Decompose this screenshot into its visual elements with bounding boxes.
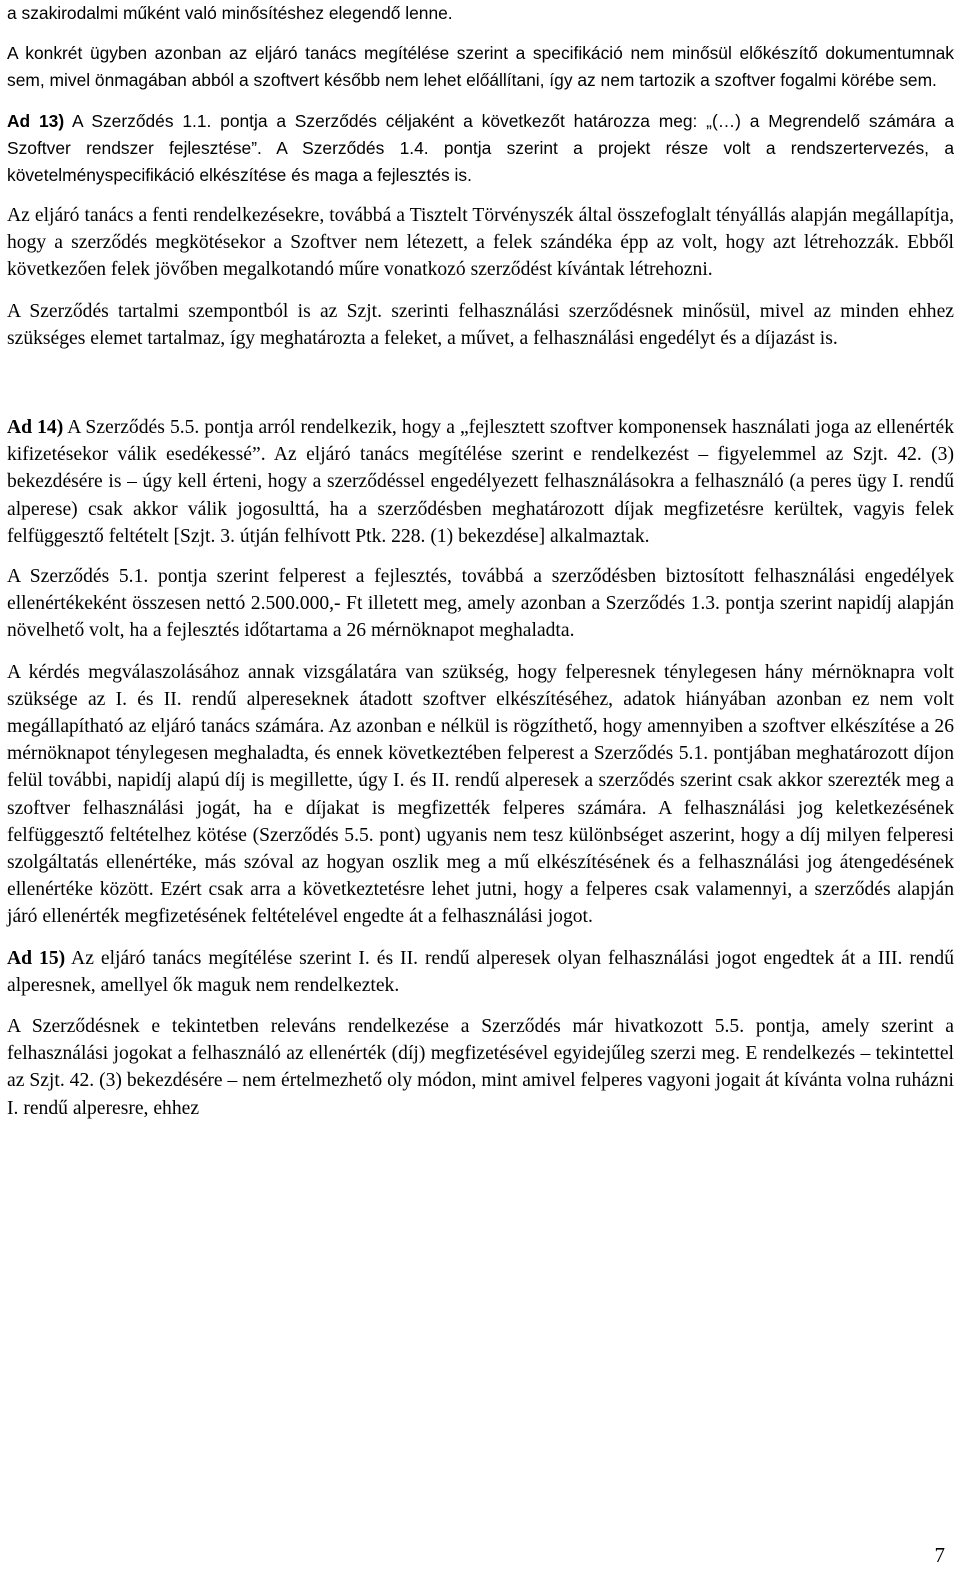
paragraph-ad-14 xyxy=(7,414,954,550)
paragraph-specification: A konkrét ügyben azonban az eljáró tanács megítélése szerint a specifikáció nem minősül előkészítő dokumentumnak sem, mivel önmagában abból a szoftvert később nem lehet előállítani, így az nem tartozik a szoftver fogalmi körébe sem. xyxy=(7,43,954,90)
paragraph-ad-14-body: A Szerződés 5.5. pontja arról rendelkezik, hogy a „fejlesztett szoftver komponensek használati joga az ellenérték kifizetésekor válik esedékessé”. Az eljáró tanács megítélése szerint e rendelkezést – figyelemmel az Szjt. 42. (3) bekezdésére is – úgy kell érteni, hogy a szerződéssel engedélyezett felhasználásokra a felhasználó (a peres ügy I. rendű alperese) csak akkor válik jogosulttá, ha a szerződésben meghatározott díjak megfizetésre kerültek, vagyis felek felfüggesztő feltételt [Szjt. 3. útján felhívott Ptk. 228. (1) bekezdése] alkalmaztak. xyxy=(7,417,954,547)
paragraph-relevant-provision: A Szerződésnek e tekintetben releváns rendelkezése a Szerződés már hivatkozott 5.5. pontja, amely szerint a felhasználási jogokat a felhasználó az ellenérték (díj) megfizetésével egyidejűleg szerzi meg. E rendelkezés – tekintettel az Szjt. 42. (3) bekezdésére – nem értelmezhető oly módon, mint amivel felperes vagyoni jogait át kívánta volna ruházni I. rendű alperesre, ehhez xyxy=(7,1016,954,1119)
section-heading-ad-13: Ad 13) xyxy=(7,111,65,131)
paragraph-ad-15-body: Az eljáró tanács megítélése szerint I. és II. rendű alperesek olyan felhasználási jogot engedtek át a III. rendű alperesnek, amellyel ők maguk nem rendelkeztek. xyxy=(7,947,954,996)
paragraph-ad-13 xyxy=(7,108,954,189)
paragraph-fee: A Szerződés 5.1. pontja szerint felperest a fejlesztés, továbbá a szerződésben biztosított felhasználási engedélyek ellenértékeként összesen nettó 2.500.000,- Ft illetett meg, amely azonban a Szerződés 1.3. pontja szerint napidíj alapján növelhető volt, ha a fejlesztés időtartama a 26 mérnöknapot meghaladta. xyxy=(7,566,954,642)
paragraph-ad-13-body: A Szerződés 1.1. pontja a Szerződés céljaként a következőt határozza meg: „(…) a Megrendelő számára a Szoftver rendszer fejlesztése”. A Szerződés 1.4. pontja szerint a projekt része volt a rendszertervezés, a követelményspecifikáció elkészítése és maga a fejlesztés is. xyxy=(7,111,954,185)
section-heading-ad-15: Ad 15) xyxy=(7,947,66,969)
paragraph-engineer-days: A kérdés megválaszolásához annak vizsgálatára van szükség, hogy felperesnek ténylegesen hány mérnöknapra volt szüksége az I. és II. rendű alpereseknek átadott szoftver elkészítéséhez, adatok hiányában azonban ez nem volt megállapítható az eljáró tanács számára. Az azonban e nélkül is rögzíthető, hogy amennyiben a szoftver elkészítése a 26 mérnöknapot ténylegesen meghaladta, és ennek következtében felperest a Szerződés 5.1. pontjában meghatározott díjon felül további, napidíj alapú díj is megillette, úgy I. és II. rendű alperesek a szerződés szerint csak akkor szerezték meg a szoftver felhasználási jogát, ha e díjakat is megfizették felperes számára. A felhasználási jog keletkezésének felfüggesztő feltételhez kötése (Szerződés 5.5. pont) ugyanis nem tesz különbséget aszerint, hogy a díj milyen felperesi szolgáltatás ellenértéke, más szóval az hogyan oszlik meg a mű elkészítésének és a felhasználási jog átengedésének ellenértéke között. Ezért csak arra a következtetésre lehet jutni, hogy a felperes csak valamennyi, a szerződés alapján járó ellenérték megfizetésének feltételével engedte át a felhasználási jogot. xyxy=(7,661,954,928)
page-number: 7 xyxy=(934,1543,945,1567)
document-page xyxy=(7,0,954,1122)
paragraph-ad-15 xyxy=(7,945,954,999)
paragraph-continuation: a szakirodalmi műként való minősítéshez elegendő lenne. xyxy=(7,3,453,23)
section-heading-ad-14: Ad 14) xyxy=(7,417,64,439)
paragraph-contract-content: A Szerződés tartalmi szempontból is az Szjt. szerinti felhasználási szerződésnek minősül, mivel az minden ehhez szükséges elemet tartalmaz, így meghatározta a feleket, a művet, a felhasználási engedélyt és a díjazást is. xyxy=(7,300,954,349)
paragraph-tribunal-findings: Az eljáró tanács a fenti rendelkezésekre, továbbá a Tisztelt Törvényszék által összefoglalt tényállás alapján megállapítja, hogy a szerződés megkötésekor a Szoftver nem létezett, a felek szándéka épp az volt, hogy azt létrehozzák. Ebből következően felek jövőben megalkotandó műre vonatkozó szerződést kívántak létrehozni. xyxy=(7,205,954,281)
